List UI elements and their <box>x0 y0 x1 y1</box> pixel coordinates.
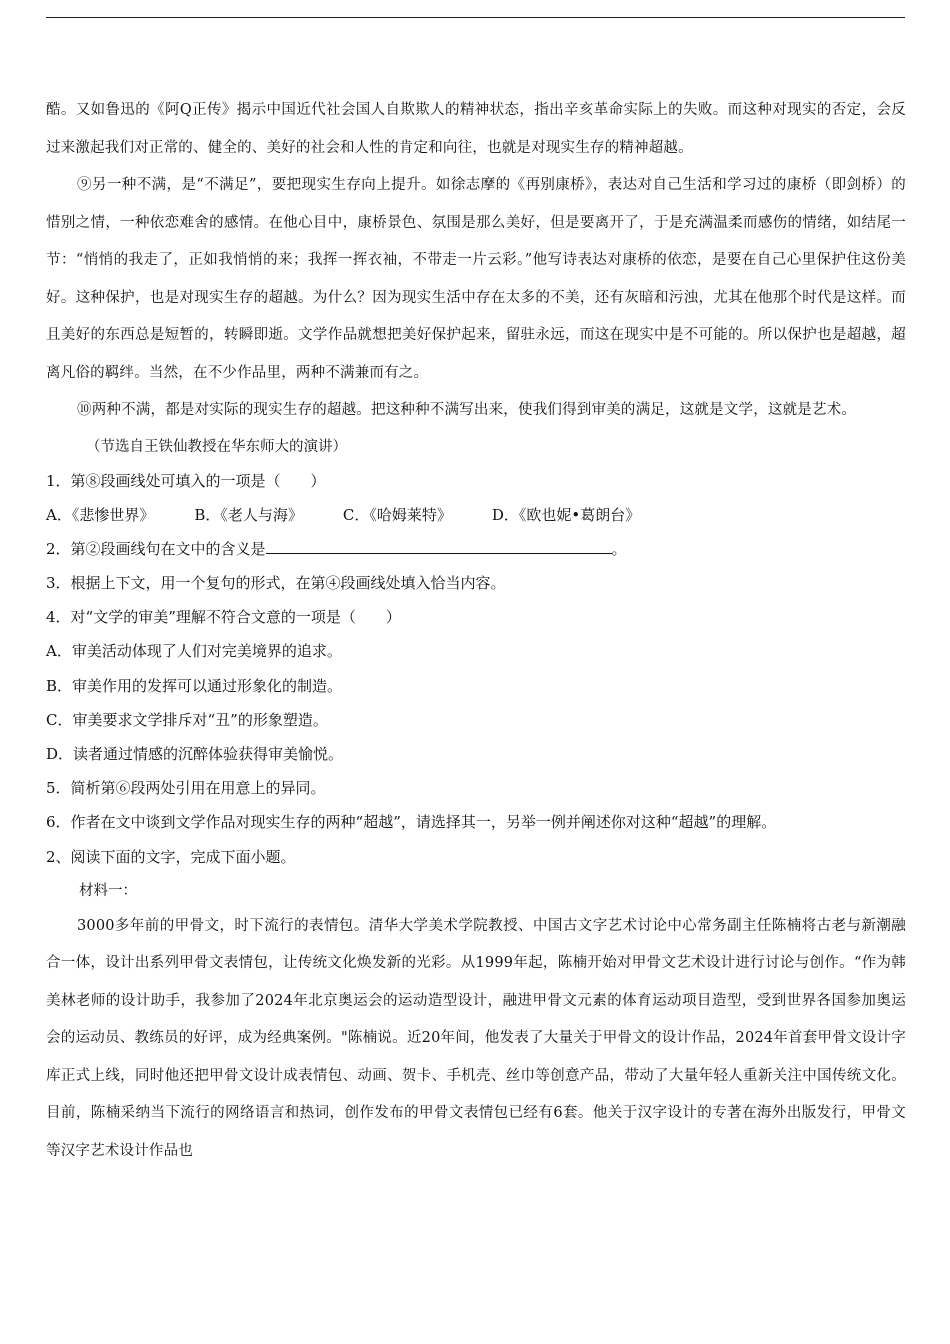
option-c: C．《哈姆莱特》 <box>342 505 452 524</box>
question-5: 5．简析第⑥段两处引用在用意上的异同。 <box>46 779 326 798</box>
document-page <box>46 0 906 1170</box>
question-2 <box>46 532 906 566</box>
question-6: 6．作者在文中谈到文学作品对现实生存的两种“超越”，请选择其一，另举一例并阐述你对这种“超越”的理解。 <box>46 813 777 832</box>
answer-blank <box>266 537 612 554</box>
passage-source: （节选自王铁仙教授在华东师大的演讲） <box>86 438 347 455</box>
question-1: 1．第⑧段画线处可填入的一项是（ ） <box>46 471 326 490</box>
question-3: 3．根据上下文，用一个复句的形式，在第④段画线处填入恰当内容。 <box>46 573 506 592</box>
question-4-option-d: D．读者通过情感的沉醉体验获得审美愉悦。 <box>46 744 344 763</box>
question-2-text: 2．第②段画线句在文中的含义是 <box>46 539 266 558</box>
question-2-end: 。 <box>611 539 627 558</box>
paragraph-10: ⑩两种不满，都是对实际的现实生存的超越。把这种种不满写出来，使我们得到审美的满足，这就是文学，这就是艺术。 <box>77 402 857 418</box>
question-4-option-c: C．审美要求文学排斥对“丑”的形象塑造。 <box>46 710 328 729</box>
question-1-options <box>46 498 906 532</box>
option-d: D．《欧也妮•葛朗台》 <box>491 505 641 524</box>
material-1-text: 3000多年前的甲骨文，时下流行的表情包。清华大学美术学院教授、中国古文字艺术讨论中心常务副主任陈楠将古老与新潮融合一体，设计出系列甲骨文表情包，让传统文化焕发新的光彩。从1999年起，陈楠开始对甲骨文艺术设计进行讨论与创作。“作为韩美林老师的设计助手，我参加了2024年北京奥运会的运动造型设计，融进甲骨文元素的体育运动项目造型，受到世界各国参加奥运会的运动员、教练员的好评，成为经典案例。"陈楠说。近20年间，他发表了大量关于甲骨文的设计作品，2024年首套甲骨文设计字库正式上线，同时他还把甲骨文设计成表情包、动画、贺卡、手机壳、丝巾等创意产品，带动了大量年轻人重新关注中国传统文化。目前，陈楠采纳当下流行的网络语言和热词，创作发布的甲骨文表情包已经有6套。他关于汉字设计的专著在海外出版发行，甲骨文等汉字艺术设计作品也 <box>46 917 906 1159</box>
paragraph-8-continued: 酷。又如鲁迅的《阿Q正传》揭示中国近代社会国人自欺欺人的精神状态，指出辛亥革命实际上的失败。而这种对现实的否定，会反过来激起我们对正常的、健全的、美好的社会和人性的肯定和向往，也就是对现实生存的精神超越。 <box>46 102 906 156</box>
option-b: B．《老人与海》 <box>194 505 303 524</box>
paragraph-9: ⑨另一种不满，是“不满足”，要把现实生存向上提升。如徐志摩的《再别康桥》，表达对自己生活和学习过的康桥（即剑桥）的惜别之情，一种依恋难舍的感情。在他心目中，康桥景色、氛围是那么美好，但是要离开了，于是充满温柔而感伤的情绪，如结尾一节：“悄悄的我走了，正如我悄悄的来；我挥一挥衣袖，不带走一片云彩。”他写诗表达对康桥的依恋，是要在自己心里保护住这份美好。这种保护，也是对现实生存的超越。为什么？因为现实生活中存在太多的不美，还有灰暗和污浊，尤其在他那个时代是这样。而且美好的东西总是短暂的，转瞬即逝。文学作品就想把美好保护起来，留驻永远，而这在现实中是不可能的。所以保护也是超越，超离凡俗的羁绊。当然，在不少作品里，两种不满兼而有之。 <box>46 177 906 381</box>
question-4-option-b: B．审美作用的发挥可以通过形象化的制造。 <box>46 676 343 695</box>
option-a: A．《悲惨世界》 <box>46 505 155 524</box>
question-4-option-a: A．审美活动体现了人们对完美境界的追求。 <box>46 642 342 661</box>
question-4: 4．对“文学的审美”理解不符合文意的一项是（ ） <box>46 608 401 627</box>
material-label: 材料一： <box>79 882 137 899</box>
section-2-heading: 2、阅读下面的文字，完成下面小题。 <box>46 847 296 866</box>
